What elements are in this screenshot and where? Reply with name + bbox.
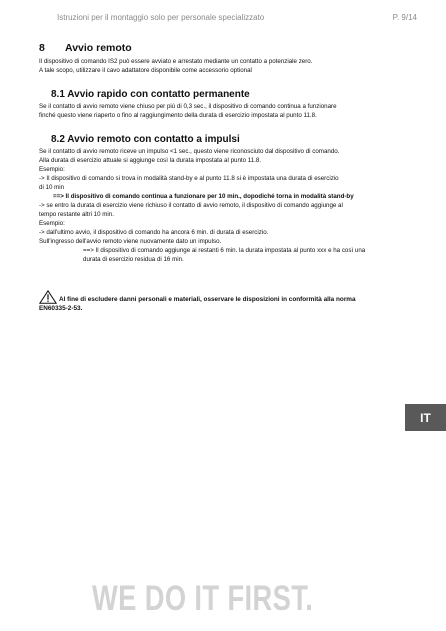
example-2-label: Esempio: bbox=[39, 220, 65, 227]
warning-triangle-icon bbox=[39, 290, 57, 304]
warning-line-1: Al fine di escludere danni personali e materiali, osservare le disposizioni in conformità alla norma bbox=[59, 296, 356, 303]
example-1-result: ==> Il dispositivo di comando continua a funzionare per 10 min., dopodiché torna in modalità stand-by bbox=[53, 193, 354, 200]
section-8-1-line-2: finché questo viene riaperto o fino al raggiungimento della durata di esercizio impostata al punto 11.8. bbox=[39, 112, 317, 119]
page-header bbox=[57, 13, 417, 25]
page-number: P. 9/14 bbox=[392, 13, 417, 22]
section-8-line-2: A tale scopo, utilizzare il cavo adattatore disponibile come accessorio optional bbox=[39, 67, 252, 74]
document-body bbox=[39, 42, 411, 313]
section-8-2-line-2: Alla durata di esercizio attuale si aggiunge così la durata impostata al punto 11.8. bbox=[39, 157, 262, 164]
example-1-line-3: -> se entro la durata di esercizio viene richiuso il contatto di avvio remoto, il dispositivo di comando aggiunge al bbox=[39, 202, 343, 209]
section-8-2-line-1: Se il contatto di avvio remoto riceve un impulso <1 sec., questo viene riconosciuto dal dispositivo di comando. bbox=[39, 148, 340, 155]
example-2-line-1: -> dall'ultimo avvio, il dispositivo di comando ha ancora 6 min. di durata di esercizio. bbox=[39, 229, 269, 236]
example-2-line-2: Sull'ingresso dell'avvio remoto viene nuovamente dato un impulso. bbox=[39, 238, 222, 245]
brand-slogan: WE DO IT FIRST. bbox=[92, 579, 314, 618]
section-8-line-1: Il dispositivo di comando IS2 può essere avviato e arrestato mediante un contatto a potenziale zero. bbox=[39, 58, 313, 65]
section-8-2-heading: 8.2 Avvio remoto con contatto a impulsi bbox=[51, 134, 240, 145]
warning-line-2: EN60335-2-53. bbox=[39, 305, 83, 312]
example-1-label: Esempio: bbox=[39, 166, 65, 173]
header-title: Istruzioni per il montaggio solo per personale specializzato bbox=[57, 13, 265, 22]
section-8-number: 8 bbox=[39, 42, 45, 54]
example-1-line-2: di 10 min bbox=[39, 184, 65, 191]
section-8-heading bbox=[39, 42, 411, 54]
example-1-line-1: -> Il dispositivo di comando si trova in modalità stand-by e al punto 11.8 si è impostata una durata di esercizio bbox=[39, 175, 339, 182]
section-8-title: Avvio remoto bbox=[65, 42, 132, 54]
language-tab: IT bbox=[405, 404, 446, 431]
example-2-result-2: durata di esercizio residua di 16 min. bbox=[83, 256, 184, 263]
example-1-line-4: tempo restante altri 10 min. bbox=[39, 211, 114, 218]
warning-notice bbox=[39, 290, 411, 313]
section-8-1-heading: 8.1 Avvio rapido con contatto permanente bbox=[51, 89, 250, 100]
section-8-1-line-1: Se il contatto di avvio remoto viene chiuso per più di 0,3 sec., il dispositivo di comando continua a funzionare bbox=[39, 103, 337, 110]
example-2-result-1: ==> Il dispositivo di comando aggiunge ai restanti 6 min. la durata impostata al punto xxx e ha così una bbox=[83, 247, 366, 254]
